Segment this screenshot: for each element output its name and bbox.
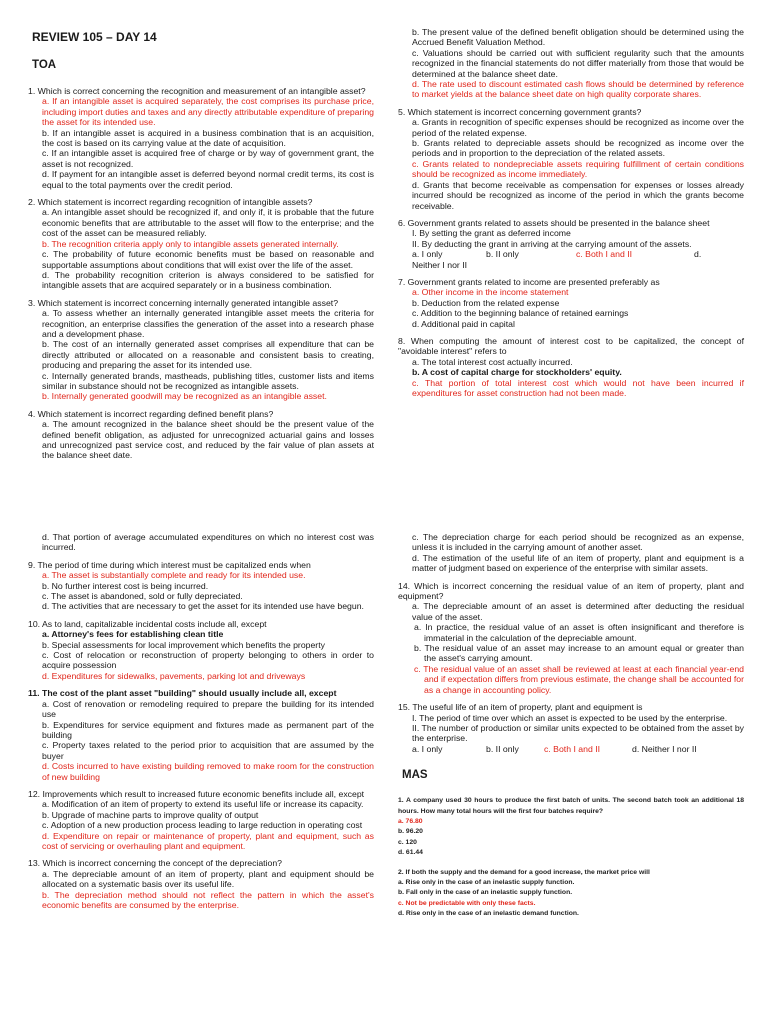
question-text: 5. Which statement is incorrect concerning government grants?	[398, 106, 642, 117]
question-12	[28, 789, 374, 851]
statement-i: I. By setting the grant as deferred income	[412, 228, 571, 239]
question-8	[398, 336, 744, 398]
option-c: c. Cost of relocation or reconstruction of property belonging to others in order to acquire possession	[42, 650, 374, 671]
option-a: a. To assess whether an internally generated intangible asset meets the criteria for recognition, an enterprise classifies the generation of the asset into a research phase and a development phase.	[42, 308, 374, 339]
option-c: c. Valuations should be carried out with sufficient regularity such that the amounts recognized in the financial statements do not differ materially from those that would be determined at the balance sheet date.	[412, 47, 744, 79]
option-d: d. The estimation of the useful life of an item of property, plant and equipment is a matter of judgment based on experience of the enterprise with similar assets.	[412, 552, 744, 574]
option-a-second: a. In practice, the residual value of an asset is often insignificant and therefore is immaterial in the calculation of the depreciable amount.	[414, 622, 744, 643]
option-d-answer: d. The rate used to discount estimated cash flows should be determined by reference to market yields at the balance sheet date on high quality corporate shares.	[412, 79, 744, 100]
question-5	[398, 107, 744, 211]
question-13	[28, 858, 374, 910]
option-d: d. Grants that become receivable as compensation for expenses or losses already incurred should be recognized as income of the period in which the grants become receivable.	[412, 179, 744, 211]
question-15	[398, 702, 744, 754]
question-14	[398, 581, 744, 695]
question-text: 15. The useful life of an item of property, plant and equipment is	[398, 702, 643, 713]
option-d-answer: d. Costs incurred to have existing building removed to make room for the construction of new building	[42, 761, 374, 782]
option-b-answer: b. The depreciation method should not reflect the pattern in which the asset's economic benefits are consumed by the enterprise.	[42, 889, 374, 910]
option-a-answer: a. 76.80	[398, 817, 423, 825]
option-b: b. The cost of an internally generated asset comprises all expenditure that can be directly attributed or allocated on a reasonable and consistent basis to creating, producing and preparing the asset for its intended use.	[42, 339, 374, 371]
option-c: c. The probability of future economic benefits must be based on reasonable and supportable assumptions about conditions that will exist over the life of the asset.	[42, 249, 374, 270]
statement-ii: II. The number of production or similar units expected to be obtained from the asset by the enterprise.	[412, 722, 744, 744]
question-text: 13. Which is incorrect concerning the concept of the depreciation?	[28, 858, 283, 869]
option-c: c. If an intangible asset is acquired free of charge or by way of government grant, the asset is not recognized.	[42, 148, 374, 169]
option-d: d. 61.44	[398, 849, 423, 857]
option-c-answer: c. The residual value of an asset shall be reviewed at least at each financial year-end and if expectation differs from previous estimate, the change shall be accounted for as a change in accounting policy.	[414, 663, 744, 695]
section-heading-mas: MAS	[402, 769, 428, 782]
page-two	[0, 512, 768, 1024]
option-d-answer: d. Expenditure on repair or maintenance of property, plant and equipment, such as cost of servicing or overhauling plant and equipment.	[42, 830, 374, 851]
question-text: 2. Which statement is incorrect regarding recognition of intangible assets?	[28, 197, 313, 208]
statement-i: I. The period of time over which an asset is expected to be used by the enterprise.	[412, 712, 728, 723]
option-b-answer: b. The recognition criteria apply only to intangible assets generated internally.	[42, 238, 339, 249]
question-text: 2. If both the supply and the demand for a good increase, the market price will	[398, 868, 650, 876]
page-one-left-column	[28, 30, 374, 468]
option-a: a. The amount recognized in the balance sheet should be the present value of the defined benefit obligation, as adjusted for unrecognized actuarial gains and losses and unrecognized past service cost, and reduced by the fair value of plan assets at the balance sheet date.	[42, 419, 374, 461]
option-b: b. Special assessments for local improvement which benefits the property	[42, 639, 325, 650]
option-c: c. 120	[398, 838, 417, 846]
page-one-right-column	[398, 27, 744, 405]
question-6	[398, 218, 744, 270]
option-a: a. Grants in recognition of specific expenses should be recognized as income over the period of the related expense.	[412, 117, 744, 138]
option-c-answer: c. Both I and II	[544, 743, 601, 754]
question-text: 11. The cost of the plant asset "building" should usually include all, except	[28, 688, 337, 699]
question-4-continued	[398, 27, 744, 100]
option-a: a. I only	[412, 743, 443, 754]
option-b: b. The present value of the defined benefit obligation should be determined using the Accrued Benefit Valuation Method.	[412, 27, 744, 48]
question-3	[28, 298, 374, 402]
question-text: 1. Which is correct concerning the recognition and measurement of an intangible asset?	[28, 86, 366, 96]
option-a: a. The depreciable amount of an asset is determined after deducting the residual value of the asset.	[412, 601, 744, 622]
option-b: b. No further interest cost is being incurred.	[42, 580, 209, 591]
option-c-answer: c. Grants related to nondepreciable assets requiring fulfillment of certain conditions should be recognized as income immediately.	[412, 158, 744, 180]
option-a-answer: a. Other income in the income statement	[412, 287, 569, 298]
question-text: 10. As to land, capitalizable incidental costs include all, except	[28, 618, 267, 629]
mas-question-2	[398, 868, 744, 920]
option-a-answer: a. If an intangible asset is acquired separately, the cost comprises its purchase price, including import duties and taxes and any directly attributable expenditure of preparing the asset for its intended use.	[42, 96, 374, 128]
option-b: b. II only	[486, 743, 519, 754]
question-4	[28, 409, 374, 461]
option-d: d. The activities that are necessary to get the asset for its intended use have begun.	[42, 601, 364, 612]
option-d: d.	[694, 249, 702, 260]
option-c-answer: c. Not be predictable with only these facts.	[398, 899, 536, 907]
question-13-continued	[398, 532, 744, 574]
option-a: a. The total interest cost actually incurred.	[412, 356, 573, 367]
question-7	[398, 277, 744, 329]
option-b: b. Expenditures for service equipment and fixtures made as permanent part of the building	[42, 719, 374, 740]
option-a: a. An intangible asset should be recognized if, and only if, it is probable that the future economic benefits that are attributable to the asset will flow to the enterprise; and the cost of the asset can be measured reliably.	[42, 207, 374, 239]
option-c: c. Property taxes related to the period prior to acquisition that are assumed by the buyer	[42, 740, 374, 761]
option-a: a. Cost of renovation or remodeling required to prepare the building for its intended use	[42, 698, 374, 720]
statement-ii: II. By deducting the grant in arriving at the carrying amount of the assets.	[412, 238, 692, 249]
option-b: b. II only	[486, 249, 519, 260]
option-d: d. The probability recognition criterion is always considered to be satisfied for intangible assets that are acquired separately or in a business combination.	[42, 269, 374, 291]
question-text: 9. The period of time during which interest must be capitalized ends when	[28, 559, 311, 570]
option-b: b. Fall only in the case of an inelastic supply function.	[398, 889, 573, 897]
option-a: a. Attorney's fees for establishing clean title	[42, 629, 224, 640]
page-two-left-column	[28, 532, 374, 917]
option-d: d. Additional paid in capital	[412, 318, 515, 329]
question-11	[28, 688, 374, 782]
option-d-answer: d. Expenditures for sidewalks, pavements, parking lot and driveways	[42, 670, 306, 681]
option-a: a. Modification of an item of property to extend its useful life or increase its capacity.	[42, 799, 364, 810]
question-text: 6. Government grants related to assets should be presented in the balance sheet	[398, 217, 710, 228]
question-text: 1. A company used 30 hours to produce the first batch of units. The second batch took an additional 18 hours. How many total hours will the first four batches require?	[398, 797, 744, 815]
document-title: REVIEW 105 – DAY 14	[32, 30, 157, 44]
mas-question-1	[398, 796, 744, 858]
option-c: c. Adoption of a new production process leading to large reduction in operating cost	[42, 820, 363, 831]
option-d: d. That portion of average accumulated expenditures on which no interest cost was incurred.	[42, 532, 374, 553]
option-c: c. Addition to the beginning balance of retained earnings	[412, 308, 629, 319]
question-text: 8. When computing the amount of interest cost to be capitalized, the concept of "avoidable interest" refers to	[398, 335, 744, 357]
option-c-answer: c. Both I and II	[576, 249, 633, 260]
answer-choice-row	[398, 249, 744, 259]
option-d: d. Rise only in the case of an inelastic demand function.	[398, 910, 579, 918]
option-a: a. Rise only in the case of an inelastic supply function.	[398, 878, 575, 886]
question-9	[28, 560, 374, 612]
option-b: b. A cost of capital charge for stockholders' equity.	[412, 367, 622, 378]
question-1	[28, 86, 374, 190]
option-d: d. If payment for an intangible asset is deferred beyond normal credit terms, its cost is equal to the total payments over the credit period.	[42, 169, 374, 190]
option-b: b. The residual value of an asset may increase to an amount equal or greater than the asset's carrying amount.	[414, 643, 744, 664]
question-8-continued	[28, 532, 374, 553]
option-b: b. 96.20	[398, 828, 423, 836]
option-a: a. I only	[412, 249, 443, 260]
mas-questions	[398, 796, 744, 919]
option-b: b. Upgrade of machine parts to improve quality of output	[42, 809, 259, 820]
question-text: 7. Government grants related to income are presented preferably as	[398, 276, 660, 287]
page-two-right-column	[398, 532, 744, 929]
question-text: 3. Which statement is incorrect concerning internally generated intangible asset?	[28, 297, 339, 308]
option-c-answer: c. That portion of total interest cost which would not have been incurred if expenditures for asset construction had not been made.	[412, 377, 744, 398]
option-a-answer: a. The asset is substantially complete and ready for its intended use.	[42, 570, 306, 581]
option-c: c. The depreciation charge for each period should be recognized as an expense, unless it is included in the carrying amount of another asset.	[412, 532, 744, 553]
question-10	[28, 619, 374, 681]
option-d-answer: b. Internally generated goodwill may be recognized as an intangible asset.	[42, 391, 327, 402]
option-b: b. Deduction from the related expense	[412, 297, 560, 308]
question-text: 12. Improvements which result to increased future economic benefits include all, except	[28, 788, 365, 799]
option-d: d. Neither I nor II	[632, 743, 697, 754]
option-c: c. The asset is abandoned, sold or fully depreciated.	[42, 591, 243, 602]
option-b: b. If an intangible asset is acquired in a business combination that is an acquisition, the cost is based on its carrying value at the date of acquisition.	[42, 127, 374, 149]
option-c: c. Internally generated brands, mastheads, publishing titles, customer lists and items similar in substance should not be recognized as intangible assets.	[42, 370, 374, 391]
question-text: 4. Which statement is incorrect regarding defined benefit plans?	[28, 408, 274, 419]
option-d-text: Neither I nor II	[412, 259, 468, 270]
question-2	[28, 197, 374, 291]
option-b: b. Grants related to depreciable assets should be recognized as income over the periods and in proportion to the depreciation of the related assets.	[412, 138, 744, 159]
answer-choice-row	[398, 744, 744, 754]
option-a: a. The depreciable amount of an item of property, plant and equipment should be allocated on a systematic basis over its useful life.	[42, 868, 374, 890]
section-heading-toa: TOA	[32, 59, 57, 71]
question-text: 14. Which is incorrect concerning the residual value of an item of property, plant and equipment?	[398, 580, 744, 602]
